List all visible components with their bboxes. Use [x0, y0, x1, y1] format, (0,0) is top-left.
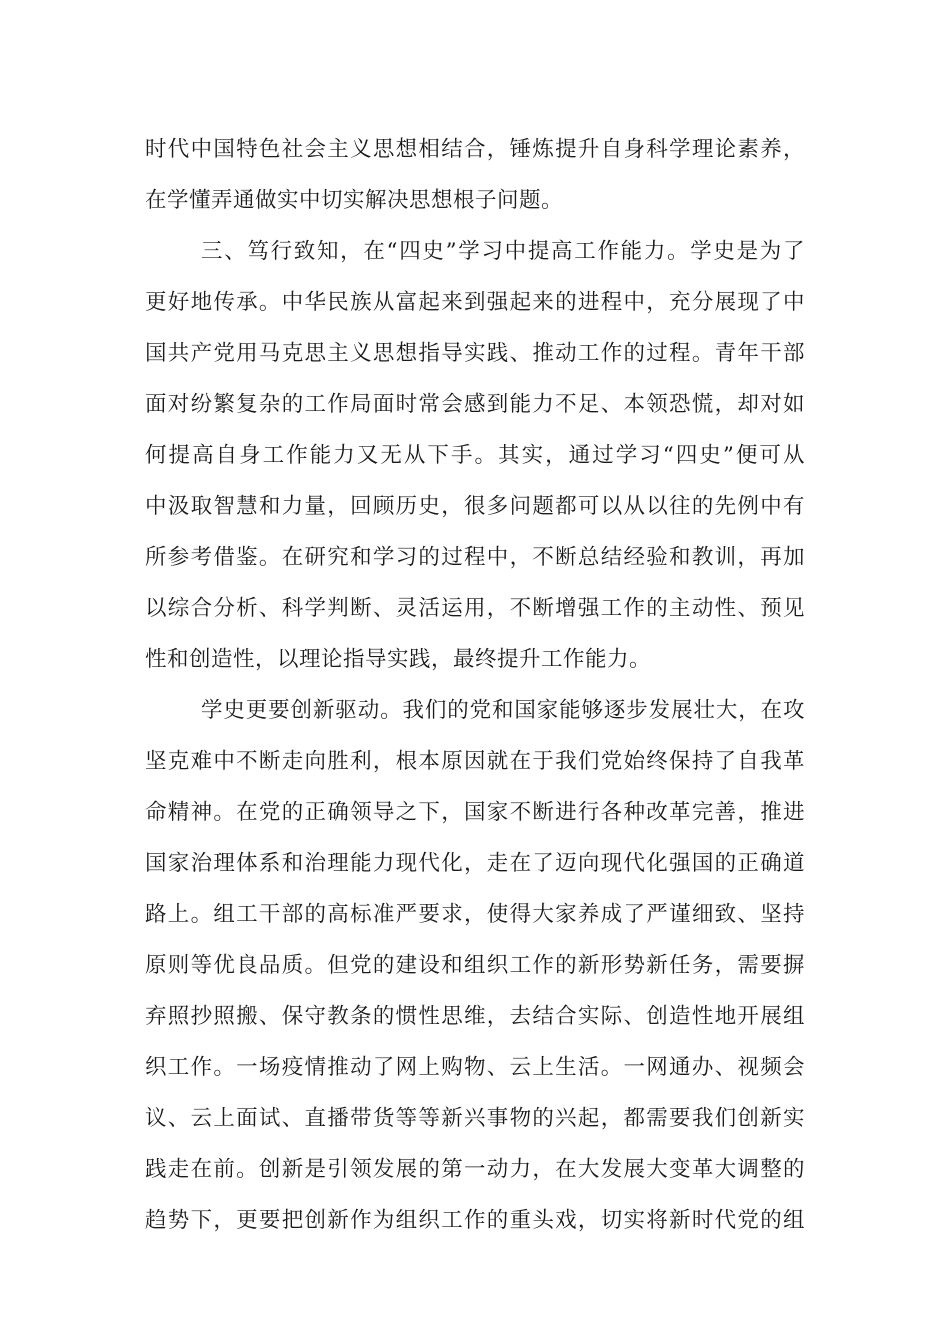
- text-line: 织工作。一场疫情推动了网上购物、云上生活。一网通办、视频会: [145, 1055, 805, 1080]
- text-line: 性和创造性，以理论指导实践，最终提升工作能力。: [145, 647, 652, 672]
- text-line: 命精神。在党的正确领导之下，国家不断进行各种改革完善，推进: [145, 800, 805, 825]
- text-line: 路上。组工干部的高标准严要求，使得大家养成了严谨细致、坚持: [145, 902, 805, 927]
- text-line: 趋势下，更要把创新作为组织工作的重头戏，切实将新时代党的组: [145, 1208, 805, 1233]
- paragraph-start-line: 学史更要创新驱动。我们的党和国家能够逐步发展壮大，在攻: [201, 698, 805, 723]
- text-line: 议、云上面试、直播带货等等新兴事物的兴起，都需要我们创新实: [145, 1106, 805, 1131]
- text-line: 所参考借鉴。在研究和学习的过程中，不断总结经验和教训，再加: [145, 545, 805, 570]
- text-line: 弃照抄照搬、保守教条的惯性思维，去结合实际、创造性地开展组: [145, 1004, 805, 1029]
- text-line: 国共产党用马克思主义思想指导实践、推动工作的过程。青年干部: [145, 341, 805, 366]
- text-line: 更好地传承。中华民族从富起来到强起来的进程中，充分展现了中: [145, 290, 805, 315]
- text-line: 践走在前。创新是引领发展的第一动力，在大发展大变革大调整的: [145, 1157, 805, 1182]
- text-line: 在学懂弄通做实中切实解决思想根子问题。: [145, 188, 564, 213]
- text-line: 中汲取智慧和力量，回顾历史，很多问题都可以从以往的先例中有: [145, 494, 805, 519]
- text-line: 坚克难中不断走向胜利，根本原因就在于我们党始终保持了自我革: [145, 749, 805, 774]
- text-line: 原则等优良品质。但党的建设和组织工作的新形势新任务，需要摒: [145, 953, 805, 978]
- text-line: 面对纷繁复杂的工作局面时常会感到能力不足、本领恐慌，却对如: [145, 392, 805, 417]
- text-line: 何提高自身工作能力又无从下手。其实，通过学习“四史”便可从: [145, 443, 805, 468]
- text-line: 以综合分析、科学判断、灵活运用，不断增强工作的主动性、预见: [145, 596, 805, 621]
- paragraph-start-line: 三、笃行致知，在“四史”学习中提高工作能力。学史是为了: [201, 239, 805, 264]
- text-line: 时代中国特色社会主义思想相结合，锤炼提升自身科学理论素养，: [145, 137, 805, 162]
- text-line: 国家治理体系和治理能力现代化，走在了迈向现代化强国的正确道: [145, 851, 805, 876]
